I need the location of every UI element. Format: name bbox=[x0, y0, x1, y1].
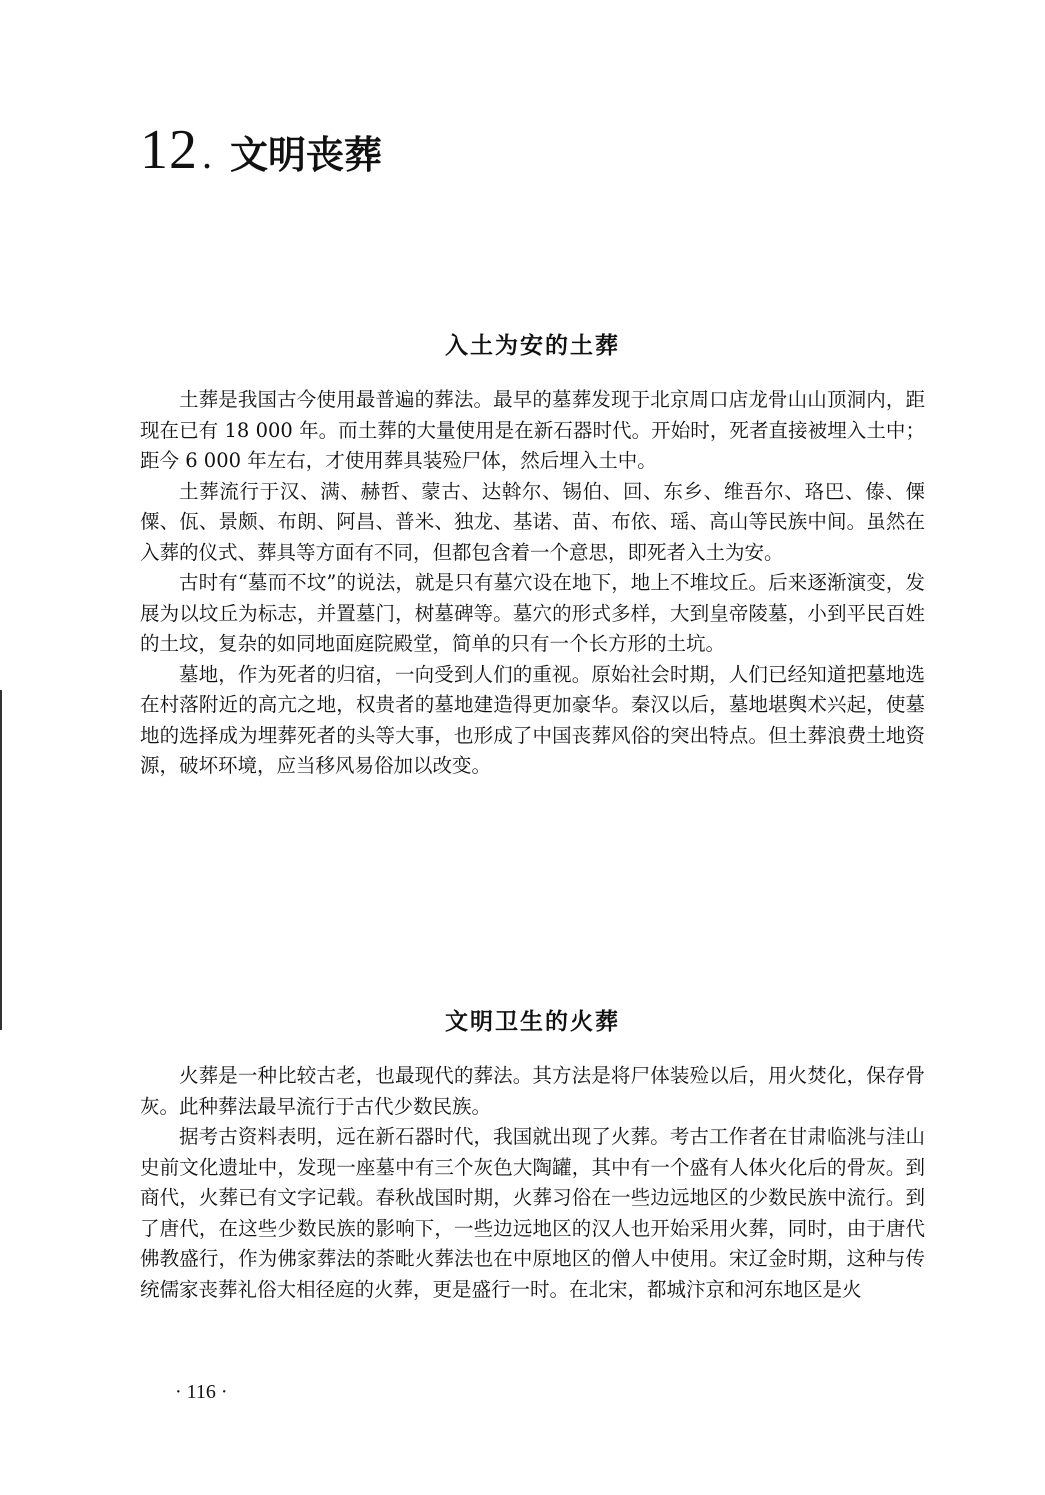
chapter-number-dot: . bbox=[202, 132, 212, 177]
paragraph: 据考古资料表明，远在新石器时代，我国就出现了火葬。考古工作者在甘肃临洮与洼山史前文化遗址中，发现一座墓中有三个灰色大陶罐，其中有一个盛有人体火化后的骨灰。到商代，火葬已有文字记载。春秋战国时期，火葬习俗在一些边远地区的少数民族中流行。到了唐代，在这些少数民族的影响下，一些边远地区的汉人也开始采用火葬，同时，由于唐代佛教盛行，作为佛家葬法的荼毗火葬法也在中原地区的僧人中使用。宋辽金时期，这种与传统儒家丧葬礼俗大相径庭的火葬，更是盛行一时。在北宋，都城汴京和河东地区是火 bbox=[140, 1125, 925, 1301]
chapter-title bbox=[140, 118, 382, 182]
scan-edge-line bbox=[0, 690, 2, 1030]
paragraph: 墓地，作为死者的归宿，一向受到人们的重视。原始社会时期，人们已经知道把墓地选在村落附近的高亢之地，权贵者的墓地建造得更加豪华。秦汉以后，墓地堪舆术兴起，使墓地的选择成为埋葬死者的头等大事，也形成了中国丧葬风俗的突出特点。但土葬浪费土地资源，破坏环境，应当移风易俗加以改变。 bbox=[140, 662, 925, 777]
section-heading-burial: 入土为安的土葬 bbox=[445, 333, 620, 359]
paragraph: 土葬流行于汉、满、赫哲、蒙古、达斡尔、锡伯、回、东乡、维吾尔、珞巴、傣、傈僳、佤、景颇、布朗、阿昌、普米、独龙、基诺、苗、布依、瑶、高山等民族中间。虽然在入葬的仪式、葬具等方面有不同，但都包含着一个意思，即死者入土为安。 bbox=[140, 479, 925, 564]
chapter-number: 12 bbox=[140, 119, 198, 181]
section-heading-cremation: 文明卫生的火葬 bbox=[445, 1009, 620, 1035]
page-number: · 116 · bbox=[175, 1381, 228, 1403]
chapter-name: 文明丧葬 bbox=[230, 133, 383, 177]
section-body-cremation bbox=[140, 1061, 925, 1305]
paragraph: 土葬是我国古今使用最普遍的葬法。最早的墓葬发现于北京周口店龙骨山山顶洞内，距现在已有 18 000 年。而土葬的大量使用是在新石器时代。开始时，死者直接被埋入土中；距今 6 000 年左右，才使用葬具装殓尸体，然后埋入土中。 bbox=[140, 388, 925, 472]
paragraph: 古时有“墓而不坟”的说法，就是只有墓穴设在地下，地上不堆坟丘。后来逐渐演变，发展为以坟丘为标志，并置墓门，树墓碑等。墓穴的形式多样，大到皇帝陵墓，小到平民百姓的土坟，复杂的如同地面庭院殿堂，简单的只有一个长方形的土坑。 bbox=[140, 571, 925, 655]
paragraph: 火葬是一种比较古老，也最现代的葬法。其方法是将尸体装殓以后，用火焚化，保存骨灰。此种葬法最早流行于古代少数民族。 bbox=[140, 1064, 925, 1118]
section-body-burial bbox=[140, 385, 925, 782]
